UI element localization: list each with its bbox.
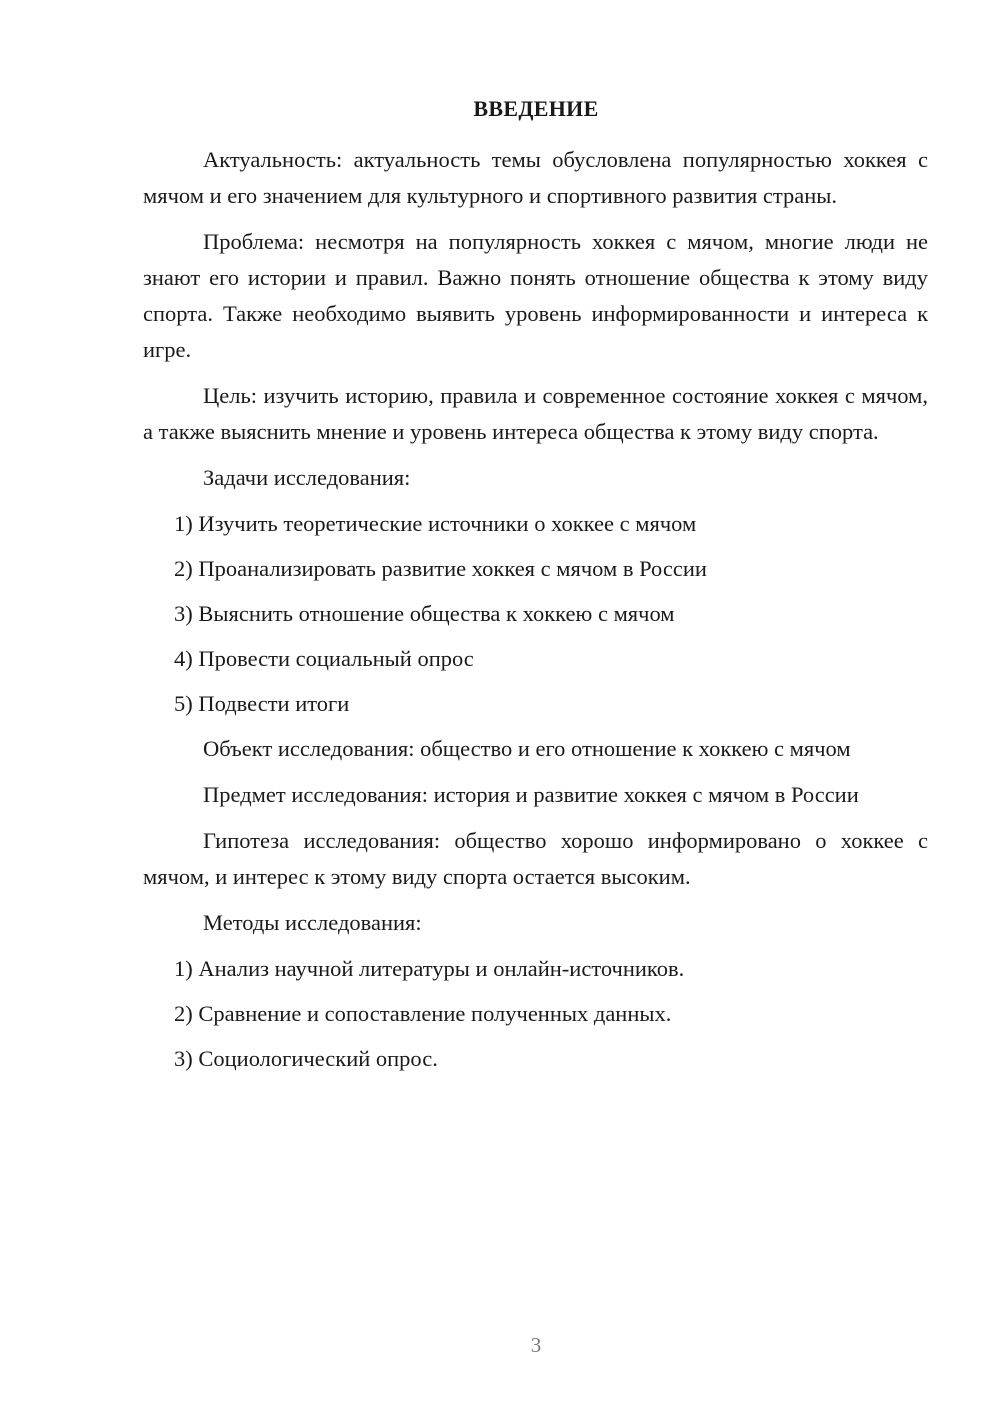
object-paragraph: Объект исследования: общество и его отношение к хоккею с мячом <box>203 736 851 761</box>
subject-paragraph: Предмет исследования: история и развитие хоккея с мячом в России <box>203 782 859 807</box>
list-item: 5) Подвести итоги <box>174 691 350 716</box>
list-item: 1) Изучить теоретические источники о хоккее с мячом <box>174 511 697 536</box>
tasks-title: Задачи исследования: <box>203 465 411 490</box>
problem-paragraph: Проблема: несмотря на популярность хоккея с мячом, многие люди не знают его истории и правил. Важно понять отношение общества к этому виду спорта. Также необходимо выявить уровень информированности и интереса к игре. <box>143 229 928 362</box>
tasks-list <box>143 506 928 722</box>
list-item: 4) Провести социальный опрос <box>174 646 474 671</box>
list-item: 2) Сравнение и сопоставление полученных данных. <box>174 1001 672 1026</box>
list-item: 3) Выяснить отношение общества к хоккею с мячом <box>174 601 675 626</box>
list-item: 3) Социологический опрос. <box>174 1046 438 1071</box>
page-title: ВВЕДЕНИЕ <box>473 96 599 121</box>
document-body <box>143 142 928 1086</box>
page-number: 3 <box>530 1333 542 1357</box>
list-item: 2) Проанализировать развитие хоккея с мячом в России <box>174 556 707 581</box>
hypothesis-paragraph: Гипотеза исследования: общество хорошо информировано о хоккее с мячом, и интерес к этому виду спорта остается высоким. <box>143 828 928 889</box>
methods-title: Методы исследования: <box>203 910 422 935</box>
relevance-paragraph: Актуальность: актуальность темы обусловлена популярностью хоккея с мячом и его значением для культурного и спортивного развития страны. <box>143 147 928 208</box>
list-item: 1) Анализ научной литературы и онлайн-источников. <box>174 956 685 981</box>
methods-list <box>143 951 928 1077</box>
goal-paragraph: Цель: изучить историю, правила и современное состояние хоккея с мячом, а также выяснить мнение и уровень интереса общества к этому виду спорта. <box>143 383 928 444</box>
